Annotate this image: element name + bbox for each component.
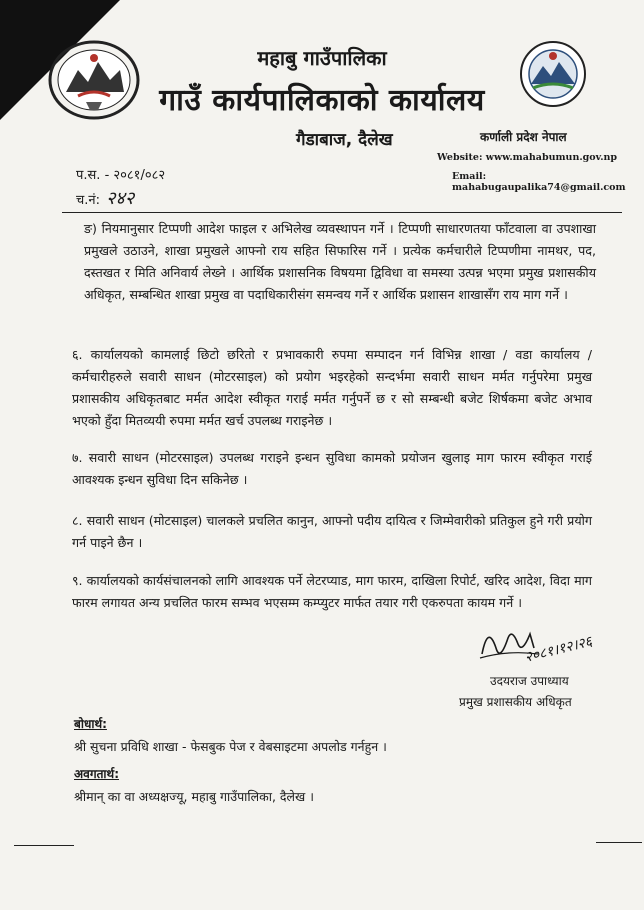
bodharth-recipient: श्री सुचना प्रविधि शाखा - फेसबुक पेज र वेबसाइटमा अपलोड गर्नहुन । xyxy=(74,739,387,754)
municipality-name: महाबु गाउँपालिका xyxy=(257,46,387,70)
clause-7: ७. सवारी साधन (मोटरसाइल) उपलब्ध गराइने इन्धन सुविधा कामको प्रयोजन खुलाइ माग फारम स्वीकृत गराई आवश्यक इन्धन सुविधा दिन सकिनेछ । xyxy=(72,450,592,487)
office-title: गाउँ कार्यपालिकाको कार्यालय xyxy=(159,83,485,118)
cn-label: च.नं: xyxy=(76,193,100,208)
website-link[interactable]: Website: www.mahabumun.gov.np xyxy=(437,152,618,163)
bodharth-label: बोधार्थ: xyxy=(74,717,107,731)
avagatarth-recipient: श्रीमान् का वा अध्यक्षज्यू, महाबु गाउँपालिका, दैलेख । xyxy=(74,789,314,804)
header-divider xyxy=(62,212,622,213)
cn-value: २४२ xyxy=(106,188,135,209)
clause-nga: ङ) नियमानुसार टिप्पणी आदेश फाइल र अभिलेख व्यवस्थापन गर्ने । टिप्पणी साधारणतया फाँटवाला वा उपशाखा प्रमुखले उठाउने, शाखा प्रमुखले आफ्नो राय सहित सिफारिस गर्ने । प्रत्येक कर्मचारीले टिप्पणीमा नामथर, पद, दस्तखत र मिति अनिवार्य लेख्ने । आर्थिक प्रशासनिक विषयमा द्विविधा वा समस्या उत्पन्न भएमा प्रमुख प्रशासकीय अधिकृत, सम्बन्धित शाखा प्रमुख वा पदाधिकारीसंग समन्वय गर्ने र आर्थिक प्रशासन शाखासँग राय माग गर्ने । xyxy=(84,221,596,302)
signatory-name: उदयराज उपाध्याय xyxy=(490,674,569,688)
province-name: कर्णाली प्रदेश नेपाल xyxy=(480,130,567,144)
footer-rule-right xyxy=(596,842,642,843)
clause-9: ९. कार्यालयको कार्यसंचालनको लागि आवश्यक पर्ने लेटरप्याड, माग फारम, दाखिला रिपोर्ट, खरिद आदेश, विदा माग फारम लगायत अन्य प्रचलित फारम सम्भव भएसम्म कम्प्युटर मार्फत तयार गरी एकरुपता कायम गर्ने । xyxy=(72,573,592,610)
avagatarth-label: अवगतार्थ: xyxy=(74,767,120,781)
ps-label: प.स. - xyxy=(76,168,110,183)
handwritten-signature xyxy=(478,614,618,676)
office-location: गैडाबाज, दैलेख xyxy=(296,130,393,150)
ps-value: २०८१/०८२ xyxy=(113,168,166,183)
email-link[interactable]: Email: mahabugaupalika74@gmail.com xyxy=(452,171,626,193)
fiscal-year-ref xyxy=(76,165,165,183)
footer-rule-left xyxy=(14,845,74,846)
signature-date: २०८१।१२।२६ xyxy=(523,633,594,666)
clause-8: ८. सवारी साधन (मोटसाइल) चालकले प्रचलित कानुन, आफ्नो पदीय दायित्व र जिम्मेवारीको प्रतिकुल हुने गरी प्रयोग गर्न पाइने छैन । xyxy=(72,513,592,550)
signatory-title: प्रमुख प्रशासकीय अधिकृत xyxy=(459,695,572,709)
clause-6: ६. कार्यालयको कामलाई छिटो छरितो र प्रभावकारी रुपमा सम्पादन गर्न विभिन्न शाखा / वडा कार्यालय / कर्मचारीहरुले सवारी साधन (मोटरसाइल) को प्रयोग भइरहेको सन्दर्भमा सवारी साधन मर्मत गर्नुपरेमा प्रमुख प्रशासकीय अधिकृतबाट मर्मत आदेश स्वीकृत गराई मर्मत गर्नुपर्ने छ र सो सम्बन्धी बजेट शिर्षकमा बजेट अभाव भएको हुँदा मितव्ययी रुपमा मर्मत खर्च उपलब्ध गराइनेछ । xyxy=(72,347,592,428)
dispatch-number-ref xyxy=(76,186,134,210)
